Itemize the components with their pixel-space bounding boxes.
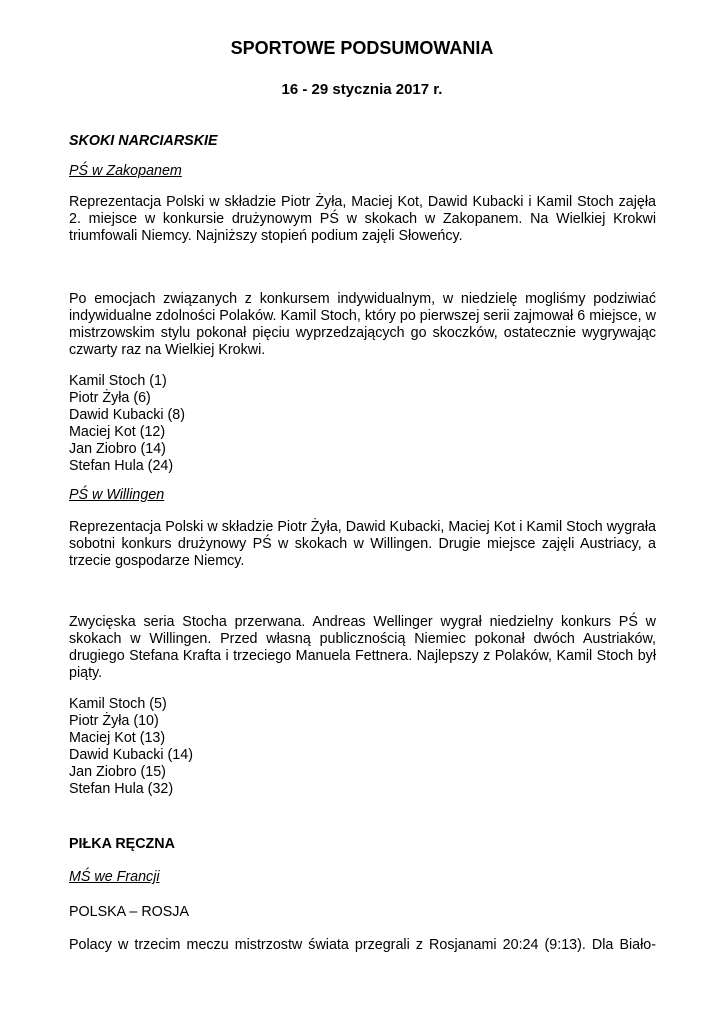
results-list-willingen <box>69 696 656 798</box>
section-heading-handball: PIŁKA RĘCZNA <box>69 836 175 852</box>
paragraph-handball: Polacy w trzecim meczu mistrzostw świata przegrali z Rosjanami 20:24 (9:13). Dla Biało- <box>69 937 656 953</box>
list-item: Kamil Stoch (1) <box>69 373 167 389</box>
list-item: Kamil Stoch (5) <box>69 696 167 712</box>
list-item: Dawid Kubacki (14) <box>69 747 193 763</box>
page-title: SPORTOWE PODSUMOWANIA <box>230 38 494 58</box>
list-item: Stefan Hula (24) <box>69 458 174 474</box>
list-item: Piotr Żyła (6) <box>69 390 151 406</box>
date-range: 16 - 29 stycznia 2017 r. <box>281 81 443 98</box>
list-item: Dawid Kubacki (8) <box>69 407 186 423</box>
section-heading-ski-jumping: SKOKI NARCIARSKIE <box>69 133 218 149</box>
list-item: Stefan Hula (32) <box>69 781 174 797</box>
list-item: Piotr Żyła (10) <box>69 713 159 729</box>
paragraph-willingen-team: Reprezentacja Polski w składzie Piotr Żyła, Dawid Kubacki, Maciej Kot i Kamil Stoch wygrała sobotni konkurs drużynowy PŚ w skokach w Willingen. Drugie miejsce zajęli Austriacy, a trzecie gospodarze Niemcy. <box>69 519 656 569</box>
results-list-zakopane <box>69 373 656 475</box>
paragraph-willingen-individual: Zwycięska seria Stocha przerwana. Andreas Wellinger wygrał niedzielny konkurs PŚ w skokach w Willingen. Przed własną publicznością Niemiec pokonał dwóch Austriaków, drugiego Stefana Krafta i trzeciego Manuela Fettnera. Najlepszy z Polaków, Kamil Stoch był piąty. <box>69 614 656 681</box>
paragraph-zakopane-team: Reprezentacja Polski w składzie Piotr Żyła, Maciej Kot, Dawid Kubacki i Kamil Stoch zajęła 2. miejsce w konkursie drużynowym PŚ w skokach w Zakopanem. Na Wielkiej Krokwi triumfowali Niemcy. Najniższy stopień podium zajęli Słoweńcy. <box>69 194 656 244</box>
paragraph-zakopane-individual: Po emocjach związanych z konkursem indywidualnym, w niedzielę mogliśmy podziwiać indywidualne zdolności Polaków. Kamil Stoch, który po pierwszej serii zajmował 6 miejsce, w mistrzowskim stylu pokonał pięciu wyprzedzających go skoczków, ostatecznie wygrywając czwarty raz na Wielkiej Krokwi. <box>69 291 656 358</box>
list-item: Maciej Kot (12) <box>69 424 166 440</box>
subheading-willingen: PŚ w Willingen <box>69 487 165 503</box>
match-title: POLSKA – ROSJA <box>69 904 189 920</box>
list-item: Maciej Kot (13) <box>69 730 166 746</box>
list-item: Jan Ziobro (14) <box>69 441 166 457</box>
list-item: Jan Ziobro (15) <box>69 764 166 780</box>
subheading-zakopane: PŚ w Zakopanem <box>69 163 182 179</box>
subheading-france: MŚ we Francji <box>69 869 160 885</box>
